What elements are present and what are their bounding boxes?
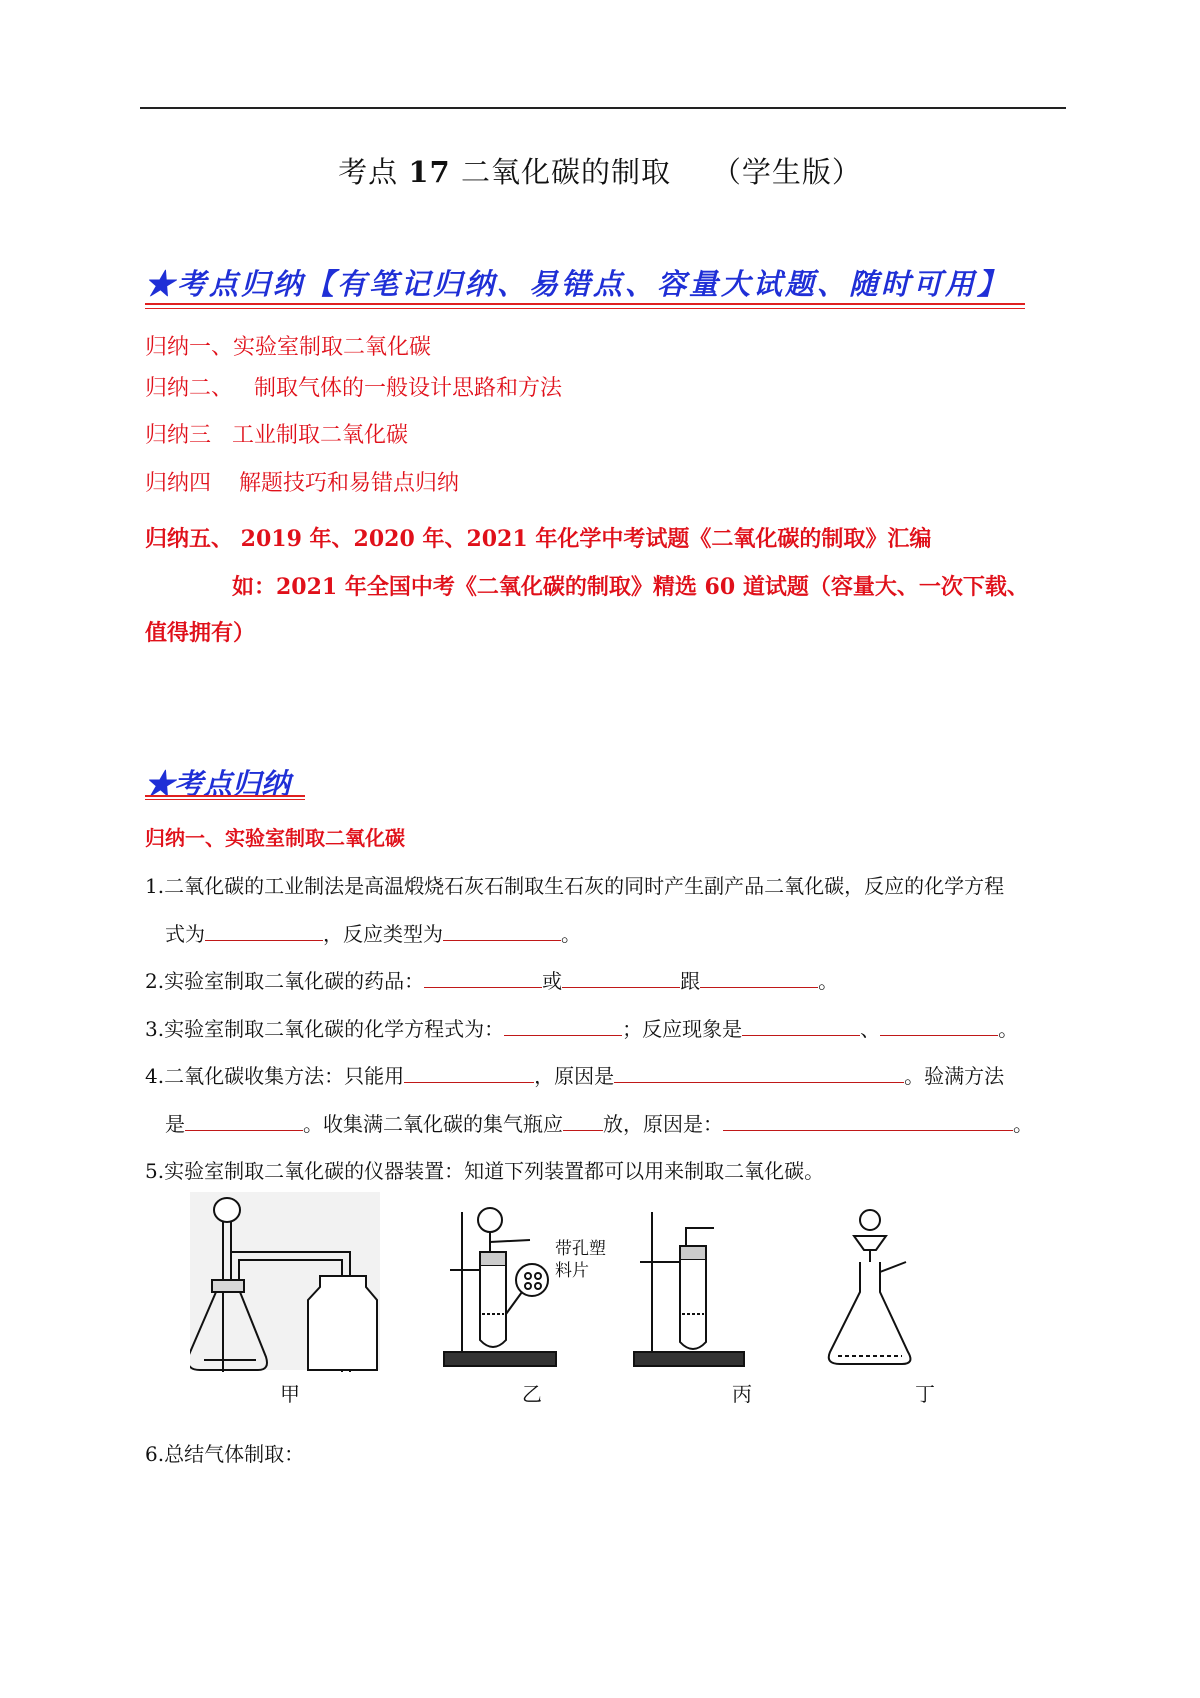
question-1-line2: 式为 ，反应类型为 。 (165, 922, 581, 946)
toc-item-1: 归纳一、实验室制取二氧化碳 (145, 335, 432, 360)
section-heading: ★考点归纳 (145, 767, 291, 801)
caption-bing: 丙 (732, 1382, 752, 1406)
title-main: 二氧化碳的制取 (460, 155, 671, 189)
apparatus-figure (190, 1192, 970, 1402)
apparatus-jia (190, 1192, 380, 1372)
answer-blank[interactable] (723, 1112, 1013, 1131)
answer-blank[interactable] (404, 1064, 534, 1083)
section-underline-thin (145, 799, 305, 800)
title-number: 17 (408, 155, 451, 189)
answer-blank[interactable] (742, 1017, 860, 1036)
answer-blank[interactable] (562, 969, 680, 988)
section-underline (145, 795, 305, 797)
caption-yi: 乙 (522, 1382, 542, 1406)
banner-underline (145, 303, 1025, 305)
apparatus-yi (444, 1208, 556, 1366)
answer-blank[interactable] (504, 1017, 622, 1036)
banner-heading: ★考点归纳【有笔记归纳、易错点、容量大试题、随时可用】 (145, 267, 1010, 301)
question-1-line1: 1.二氧化碳的工业制法是高温煅烧石灰石制取生石灰的同时产生副产品二氧化碳，反应的化学方程 (145, 874, 1005, 898)
question-2: 2.实验室制取二氧化碳的药品： 或 跟 。 (145, 969, 839, 993)
answer-blank[interactable] (700, 969, 818, 988)
header-rule (140, 107, 1066, 109)
apparatus-bing (634, 1212, 744, 1366)
toc-item-5: 归纳五、 2019 年、2020 年、2021 年化学中考试题《二氧化碳的制取》汇编 (145, 526, 932, 552)
question-6: 6.总结气体制取： (145, 1442, 305, 1466)
toc-item-2: 归纳二、 制取气体的一般设计思路和方法 (145, 376, 562, 401)
title-suffix: （学生版） (711, 155, 862, 189)
caption-jia: 甲 (280, 1382, 300, 1406)
answer-blank[interactable] (424, 969, 542, 988)
answer-blank[interactable] (185, 1112, 303, 1131)
perforated-plate-label: 带孔塑 料片 (555, 1239, 606, 1281)
question-4-line2: 是 。收集满二氧化碳的集气瓶应 放，原因是： 。 (165, 1112, 1033, 1136)
question-5: 5.实验室制取二氧化碳的仪器装置：知道下列装置都可以用来制取二氧化碳。 (145, 1159, 825, 1183)
apparatus-ding (829, 1210, 911, 1364)
answer-blank[interactable] (880, 1017, 998, 1036)
answer-blank[interactable] (443, 922, 561, 941)
toc-item-4: 归纳四 解题技巧和易错点归纳 (145, 471, 459, 496)
banner-underline-thin (145, 308, 1025, 309)
caption-ding: 丁 (915, 1382, 935, 1406)
question-4-line1: 4.二氧化碳收集方法：只能用 ，原因是 。验满方法 (145, 1064, 1005, 1088)
toc-note-line1: 如：2021 年全国中考《二氧化碳的制取》精选 60 道试题（容量大、一次下载、 (232, 574, 1029, 600)
title-prefix: 考点 (338, 155, 399, 189)
answer-blank[interactable] (205, 922, 323, 941)
answer-blank[interactable] (614, 1064, 904, 1083)
toc-note-line2: 值得拥有） (145, 620, 256, 646)
page-title (0, 150, 1200, 191)
toc-item-3: 归纳三 工业制取二氧化碳 (145, 423, 408, 448)
subsection-heading: 归纳一、实验室制取二氧化碳 (145, 826, 405, 850)
answer-blank[interactable] (563, 1112, 603, 1131)
question-3: 3.实验室制取二氧化碳的化学方程式为： ；反应现象是 、 。 (145, 1017, 1019, 1041)
